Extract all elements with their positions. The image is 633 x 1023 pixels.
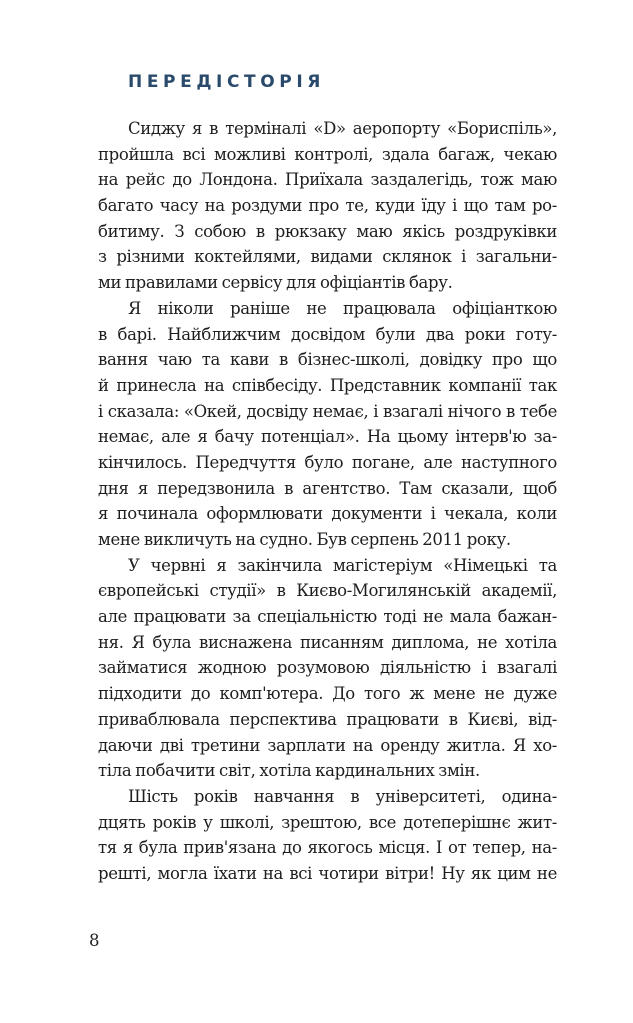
text-line: підходити до комп'ютера. До того ж мене не дуже — [98, 684, 557, 704]
text-line: Сиджу я в терміналі «D» аеропорту «Бориспіль», — [128, 119, 557, 138]
text-line: мене викличуть на судно. Був серпень 2011 року. — [98, 530, 511, 549]
text-line: але працювати за спеціальністю тоді не мала бажан- — [98, 607, 557, 627]
text-line: ня. Я була виснажена писанням диплома, не хотіла — [98, 632, 557, 652]
text-line: вання чаю та кави в бізнес-школі, довідку про що — [98, 350, 557, 370]
text-line: в барі. Найближчим досвідом були два роки готу- — [98, 324, 557, 344]
text-line: Шість років навчання в університеті, одина- — [128, 786, 557, 806]
text-line: я починала оформлювати документи і чекала, коли — [98, 504, 557, 524]
text-line: тя я була прив'язана до якогось місця. І от тепер, на- — [98, 838, 557, 858]
chapter-heading: ПЕРЕДІСТОРІЯ — [128, 72, 325, 92]
text-line: немає, але я бачу потенціал». На цьому інтерв'ю за- — [98, 427, 557, 447]
text-line: багато часу на роздуми про те, куди їду і що там ро- — [98, 196, 557, 216]
text-line: дцять років у школі, зрештою, все дотеперішнє жит- — [98, 812, 557, 832]
text-line: У червні я закінчила магістеріум «Німецькі та — [128, 555, 557, 575]
text-line: пройшла всі можливі контролі, здала багаж, чекаю — [98, 144, 557, 164]
text-line: даючи дві третини зарплати на оренду житла. Я хо- — [98, 735, 557, 755]
body-text — [98, 116, 557, 887]
text-line: займатися жодною розумовою діяльністю і взагалі — [98, 658, 557, 678]
text-line: ми правилами сервісу для офіціантів бару. — [98, 273, 453, 293]
text-line: Я ніколи раніше не працювала офіціанткою — [128, 298, 557, 318]
text-line: й принесла на співбесіду. Представник компанії так — [98, 375, 557, 395]
text-line: битиму. З собою в рюкзаку маю якісь роздруківки — [98, 221, 557, 241]
text-line: тіла побачити світ, хотіла кардинальних змін. — [98, 761, 480, 781]
text-line: і сказала: «Окей, досвіду немає, і взагалі нічого в тебе — [98, 401, 557, 421]
text-line: на рейс до Лондона. Приїхала заздалегідь, тож маю — [98, 170, 557, 190]
text-line: приваблювала перспектива працювати в Києві, від- — [98, 709, 557, 729]
text-line: дня я передзвонила в агентство. Там сказали, щоб — [98, 478, 557, 498]
text-line: кінчилось. Передчуття було погане, але наступного — [98, 452, 557, 472]
page-number: 8 — [89, 931, 100, 950]
text-line: з різними коктейлями, видами склянок і загальни- — [98, 247, 557, 267]
text-line: решті, могла їхати на всі чотири вітри! Ну як цим не — [98, 863, 557, 883]
text-line: європейські студії» в Києво-Могилянській академії, — [98, 581, 557, 601]
